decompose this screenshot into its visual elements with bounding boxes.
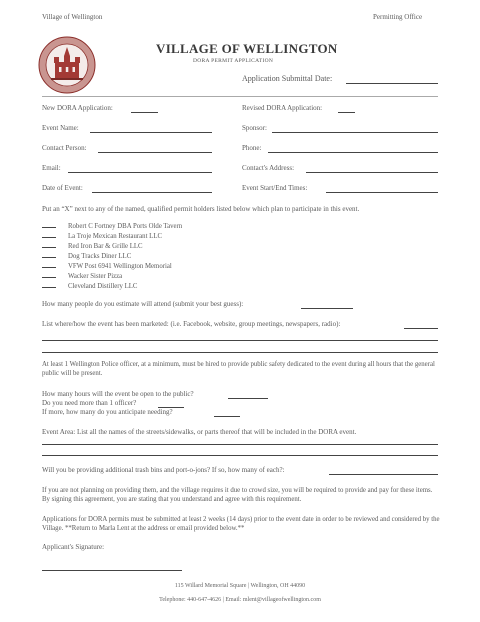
marketing-field[interactable]	[404, 328, 438, 329]
contact-person-field[interactable]	[98, 152, 212, 153]
trash-field[interactable]	[329, 474, 438, 475]
submittal-date-field[interactable]	[346, 83, 438, 84]
permit-holder-item: Red Iron Bar & Grille LLC	[42, 242, 143, 252]
village-seal	[38, 36, 96, 94]
event-area-line[interactable]	[42, 444, 438, 445]
submittal-date-label: Application Submittal Date:	[242, 74, 333, 83]
document-subtitle: DORA PERMIT APPLICATION	[193, 58, 274, 64]
marketing-question: List where/how the event has been marketed: (i.e. Facebook, website, group meetings, newspapers, radio):	[42, 320, 341, 328]
marketing-line[interactable]	[42, 340, 438, 341]
header-left: Village of Wellington	[42, 13, 103, 21]
attendance-question: How many people do you estimate will attend (submit your best guess):	[42, 300, 244, 308]
event-area-question: Event Area: List all the names of the streets/sidewalks, or parts thereof that will be included in the DORA event.	[42, 428, 357, 436]
signature-field[interactable]	[42, 570, 182, 571]
phone-field[interactable]	[268, 152, 438, 153]
signature-label: Applicant's Signature:	[42, 543, 105, 551]
trash-question: Will you be providing additional trash bins and port-o-jons? If so, how many of each?:	[42, 466, 285, 474]
footer-contact: Telephone: 440-647-4626 | Email: mlent@villageofwellington.com	[159, 597, 321, 603]
permit-holder-item: VFW Post 6941 Wellington Memorial	[42, 262, 172, 272]
officers-question: Do you need more than 1 officer?	[42, 399, 137, 407]
permit-holder-item: Wacker Sister Pizza	[42, 272, 122, 282]
hours-field[interactable]	[228, 398, 268, 399]
new-application-field[interactable]	[131, 112, 158, 113]
trash-requirement-note: If you are not planning on providing them, and the village requires it due to crowd size, you will be required to provide and pay for these items. By signing this agreement, you are stating that you understand and agree with this requirement.	[42, 487, 433, 503]
email-field[interactable]	[68, 172, 212, 173]
contact-person-label: Contact Person:	[42, 144, 87, 152]
permit-holder-item: Cleveland Distillery LLC	[42, 282, 137, 292]
hours-question: How many hours will the event be open to the public?	[42, 390, 194, 398]
event-area-line[interactable]	[42, 455, 438, 456]
permit-holder-item: Dog Tracks Diner LLC	[42, 252, 131, 262]
event-times-field[interactable]	[326, 192, 438, 193]
event-name-field[interactable]	[90, 132, 212, 133]
permit-holder-checkbox[interactable]	[42, 262, 56, 268]
permit-holder-item: La Troje Mexican Restaurant LLC	[42, 232, 162, 242]
event-times-label: Event Start/End Times:	[242, 184, 308, 192]
new-application-label: New DORA Application:	[42, 104, 113, 112]
date-of-event-label: Date of Event:	[42, 184, 83, 192]
sponsor-field[interactable]	[272, 132, 438, 133]
header-right: Permitting Office	[373, 13, 423, 21]
permit-holder-checkbox[interactable]	[42, 252, 56, 258]
submission-deadline-note: Applications for DORA permits must be submitted at least 2 weeks (14 days) prior to the event date in order to be reviewed and considered by the Village. **Return to Marla Lent at the address or email provided below.**	[42, 516, 440, 532]
date-of-event-field[interactable]	[92, 192, 212, 193]
seal-icon	[38, 36, 96, 94]
attendance-field[interactable]	[301, 308, 353, 309]
marketing-line[interactable]	[42, 352, 438, 353]
permit-holder-checkbox[interactable]	[42, 272, 56, 278]
permit-holder-checkbox[interactable]	[42, 282, 56, 288]
officer-count-field[interactable]	[214, 416, 240, 417]
sponsor-label: Sponsor:	[242, 124, 267, 132]
permit-holder-checkbox[interactable]	[42, 242, 56, 248]
document-title: VILLAGE OF WELLINGTON	[156, 41, 338, 56]
officer-count-question: If more, how many do you anticipate needing?	[42, 408, 173, 416]
header-divider	[42, 96, 438, 97]
contact-address-field[interactable]	[306, 172, 438, 173]
revised-application-field[interactable]	[338, 112, 355, 113]
footer-address: 115 Willard Memorial Square | Wellington, OH 44090	[174, 583, 306, 589]
email-label: Email:	[42, 164, 61, 172]
event-name-label: Event Name:	[42, 124, 79, 132]
revised-application-label: Revised DORA Application:	[242, 104, 323, 112]
phone-label: Phone:	[242, 144, 262, 152]
contact-address-label: Contact's Address:	[242, 164, 295, 172]
permit-holder-checkbox[interactable]	[42, 222, 56, 228]
permit-holder-item: Robert C Fortney DBA Ports Olde Tavern	[42, 222, 182, 232]
permit-holder-instruction: Put an “X” next to any of the named, qualified permit holders listed below which plan to participate in this event.	[42, 205, 360, 213]
police-requirement-note: At least 1 Wellington Police officer, at a minimum, must be hired to provide public safety dedicated to the event during all hours that the general public will be present.	[42, 361, 435, 377]
permit-holder-checkbox[interactable]	[42, 232, 56, 238]
